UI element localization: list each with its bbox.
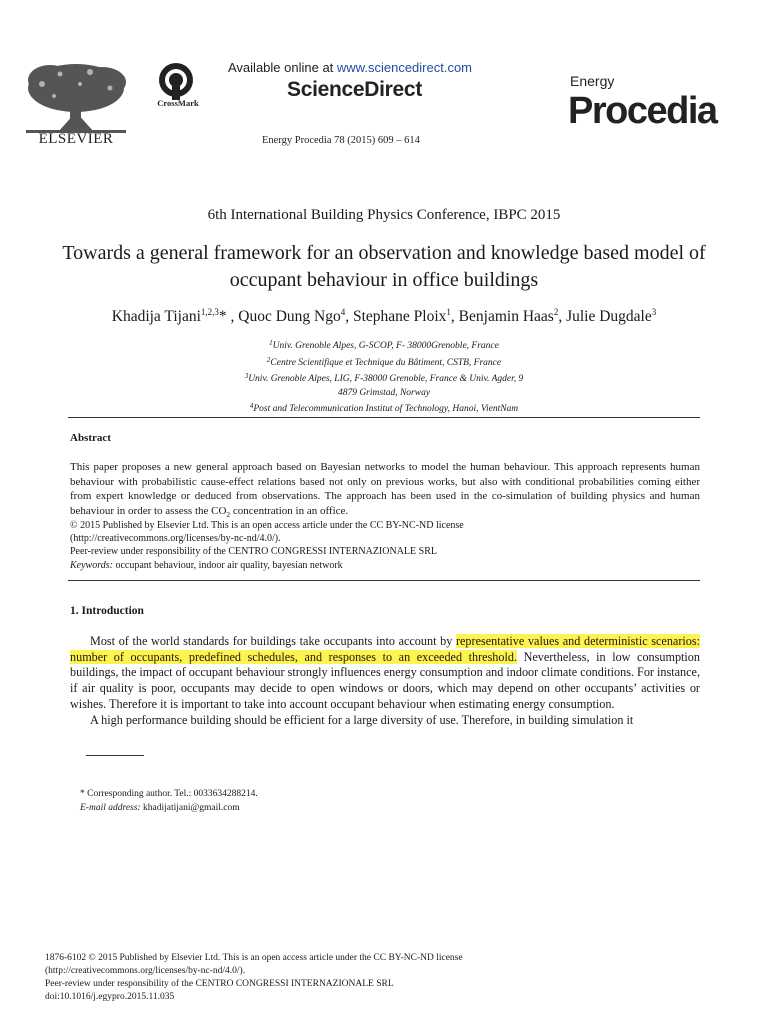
publisher-name: ELSEVIER xyxy=(38,131,114,147)
abstract-main: This paper proposes a new general approach based on Bayesian networks to model the human behaviour. This approach represents human behaviour with probabilistic cause-effect relations based not only on previous works, but also with conditional probabilities coming either from expert knowledge or deduced from observations. The approach has been used in the co-simulation of building physics and human behaviour in order to assess the CO xyxy=(70,461,700,518)
keywords-line xyxy=(70,559,710,572)
affiliation-mark: 2 xyxy=(266,355,271,364)
affiliation-mark: 4 xyxy=(249,402,254,410)
affiliation-text: Univ. Grenoble Alpes, LIG, F-38000 Grenoble, France & Univ. Agder, 9 xyxy=(248,374,524,384)
author-affiliation-mark: 1,2,3 xyxy=(200,307,219,317)
sciencedirect-link[interactable]: www.sciencedirect.com xyxy=(336,60,473,75)
author-name: Khadija Tijani xyxy=(111,308,201,325)
affiliation-mark: 3 xyxy=(244,372,249,380)
author-affiliation-mark: 4 xyxy=(340,307,346,317)
doi[interactable]: doi:10.1016/j.egypro.2015.11.035 xyxy=(45,992,175,1002)
highlighted-text[interactable]: representative values and deterministic scenarios: number of occupants, predefined schedules, and responses to an exceeded threshold. xyxy=(70,634,700,664)
affiliation-list xyxy=(100,337,668,417)
journal-reference: Energy Procedia 78 (2015) 609 – 614 xyxy=(262,135,420,146)
author-affiliation-mark: 1 xyxy=(446,307,451,317)
footer-license-link[interactable]: (http://creativecommons.org/licenses/by-nc-nd/4.0/). xyxy=(45,966,246,976)
email-line xyxy=(80,801,258,815)
section-heading: 1. Introduction xyxy=(70,605,144,617)
footnote xyxy=(80,787,258,815)
license-link[interactable]: (http://creativecommons.org/licenses/by-nc-nd/4.0/). xyxy=(70,533,281,545)
author-name: Quoc Dung Ngo xyxy=(238,308,341,325)
affiliation xyxy=(100,400,668,417)
author-list: Khadija Tijani$^{1,2,3}$* , Quoc Dung Ngo$^4$, Stephane Ploix$^1$, Benjamin Haas$^2$, Julie Dugdale$^3$ xyxy=(111,307,657,325)
peer-review-line: Peer-review under responsibility of the CENTRO CONGRESSI INTERNAZIONALE SRL xyxy=(70,546,437,558)
corresponding-mark: * xyxy=(218,308,227,325)
author-name: Stephane Ploix xyxy=(352,308,447,325)
intro-text xyxy=(70,634,700,728)
paragraph: A high performance building should be efficient for a large diversity of use. Therefore, in building simulation it xyxy=(90,712,634,727)
copyright-block xyxy=(70,519,710,572)
platform-name: ScienceDirect xyxy=(287,78,423,101)
copyright-line: © 2015 Published by Elsevier Ltd. This is an open access article under the CC BY-NC-ND license xyxy=(70,520,464,531)
abstract-end: concentration in an office. xyxy=(230,505,349,518)
availability-prefix: Available online at xyxy=(228,60,337,75)
keywords-label: Keywords: xyxy=(70,559,113,571)
page-footer xyxy=(45,952,463,1004)
affiliation-text: Post and Telecommunication Institut of Technology, Hanoi, VientNam xyxy=(253,404,519,414)
affiliation xyxy=(100,387,668,401)
section-divider xyxy=(68,417,700,418)
abstract-heading: Abstract xyxy=(70,432,111,444)
paragraph xyxy=(70,634,700,713)
abstract-subscript: 2 xyxy=(226,510,231,520)
affiliation-text: Centre Scientifique et Technique du Bâtiment, CSTB, France xyxy=(270,357,502,368)
corresponding-author: * Corresponding author. Tel.: 0033634288214. xyxy=(80,789,258,799)
journal-brand-main: Procedia xyxy=(568,90,717,132)
availability-line xyxy=(228,60,472,75)
abstract-text xyxy=(70,460,700,523)
affiliation xyxy=(100,337,668,354)
keywords-text: occupant behaviour, indoor air quality, bayesian network xyxy=(112,559,343,571)
affiliation-text: Univ. Grenoble Alpes, G-SCOP, F- 38000Grenoble, France xyxy=(272,341,499,351)
issn-copyright: 1876-6102 © 2015 Published by Elsevier Ltd. This is an open access article under the CC BY-NC-ND license xyxy=(45,953,463,963)
journal-brand-top: Energy xyxy=(570,73,615,89)
conference-name: 6th International Building Physics Conference, IBPC 2015 xyxy=(207,207,561,223)
paragraph-text: Nevertheless, in low consumption buildings, the impact of occupant behaviour strongly influences energy consumption and indoor climate conditions. For instance, if air quality is poor, occupants may decide to open windows or doors, which may depend on other occupants’ activities or wishes. Therefore it is important to take into account occupant behaviour when estimating energy consumption. xyxy=(70,649,701,711)
author-affiliation-mark: 2 xyxy=(553,307,559,317)
email-label: E-mail address: xyxy=(80,803,141,813)
affiliation xyxy=(100,370,668,387)
author-affiliation-mark: 3 xyxy=(651,307,657,317)
footnote-divider xyxy=(86,755,144,756)
affiliation-text: 4879 Grimstad, Norway xyxy=(337,387,431,398)
paragraph-text: Most of the world standards for buildings take occupants into account by xyxy=(90,634,456,648)
footer-peer-review: Peer-review under responsibility of the CENTRO CONGRESSI INTERNAZIONALE SRL xyxy=(45,979,394,989)
author-name: Benjamin Haas xyxy=(458,308,554,325)
crossmark-label: CrossMark xyxy=(157,98,199,108)
author-name: Julie Dugdale xyxy=(566,308,652,325)
section-divider xyxy=(68,580,700,581)
email-address[interactable]: khadijatijani@gmail.com xyxy=(140,803,240,813)
affiliation xyxy=(100,354,668,371)
paper-title: Towards a general framework for an observation and knowledge based model of occupant behaviour in office buildings xyxy=(62,242,706,291)
affiliation-mark: 1 xyxy=(269,339,273,347)
